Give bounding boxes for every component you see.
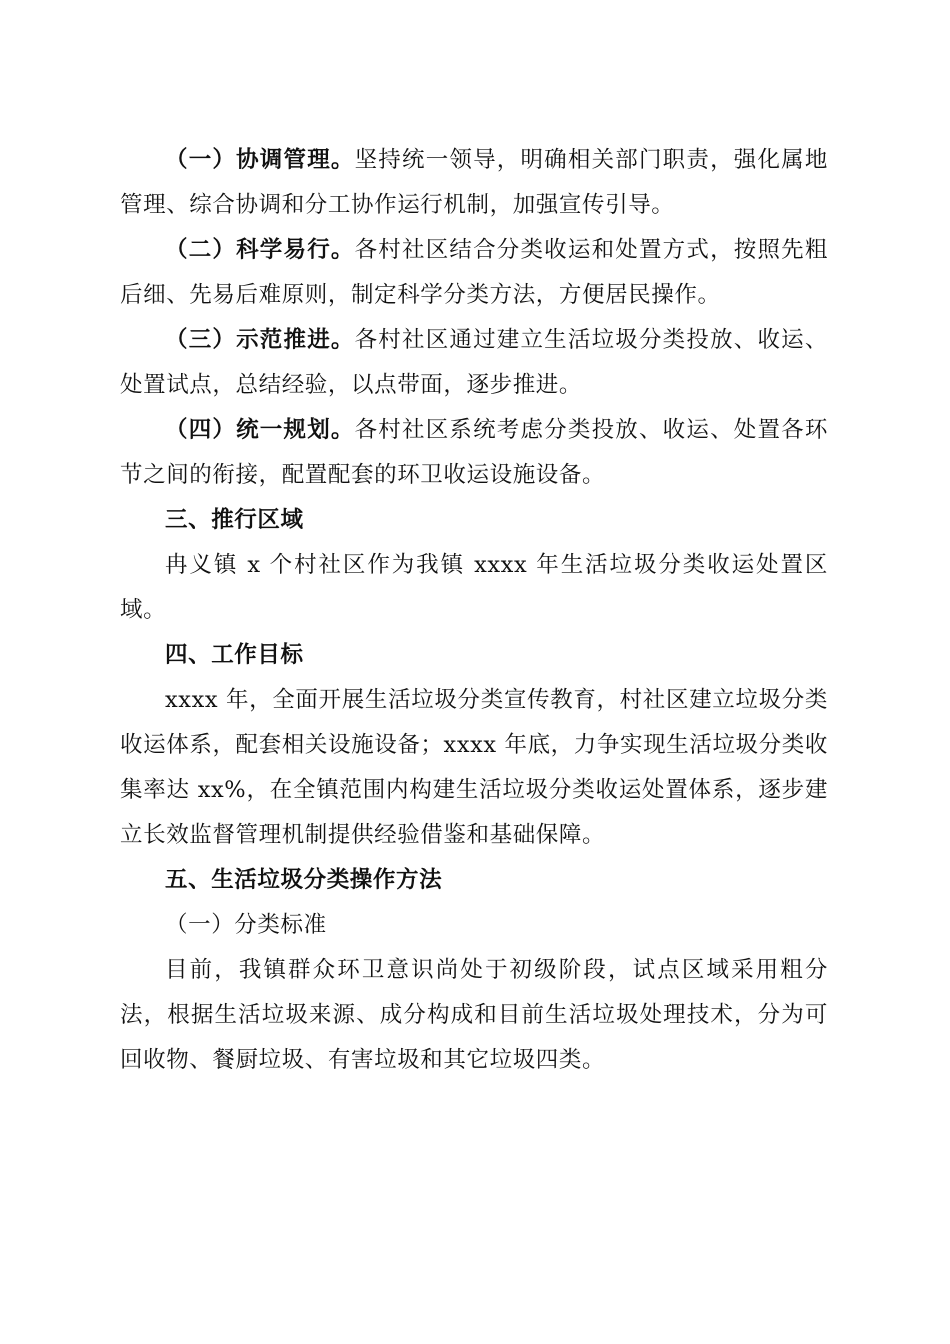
principle-text: 各村社区结合分类收运和处置方式，按照先粗后细、先易后难原则，制定科学分类方法，方便居民操作。 bbox=[120, 237, 828, 308]
principle-paragraph-1 bbox=[120, 138, 828, 228]
principle-text: 各村社区通过建立生活垃圾分类投放、收运、处置试点，总结经验，以点带面，逐步推进。 bbox=[120, 327, 828, 398]
principle-paragraph-4 bbox=[120, 408, 828, 498]
principle-text: 各村社区系统考虑分类投放、收运、处置各环节之间的衔接，配置配套的环卫收运设施设备。 bbox=[120, 417, 828, 488]
section-heading-implementation-area: 三、推行区域 bbox=[165, 507, 304, 533]
principle-text: 坚持统一领导，明确相关部门职责，强化属地管理、综合协调和分工协作运行机制，加强宣传引导。 bbox=[120, 147, 828, 218]
subsection-heading-sorting-standard: （一）分类标准 bbox=[165, 912, 327, 938]
principle-lead: （一）协调管理。 bbox=[165, 147, 355, 173]
principle-lead: （三）示范推进。 bbox=[165, 327, 355, 353]
principle-lead: （二）科学易行。 bbox=[165, 237, 355, 263]
principle-lead: （四）统一规划。 bbox=[165, 417, 355, 443]
section-body-implementation-area: 冉义镇 x 个村社区作为我镇 xxxx 年生活垃圾分类收运处置区域。 bbox=[120, 552, 828, 623]
section-heading-sorting-methods: 五、生活垃圾分类操作方法 bbox=[165, 867, 443, 893]
section-heading-work-goals: 四、工作目标 bbox=[165, 642, 304, 668]
document-page bbox=[120, 138, 828, 1083]
section-body-sorting-standard: 目前，我镇群众环卫意识尚处于初级阶段，试点区域采用粗分法，根据生活垃圾来源、成分构成和目前生活垃圾处理技术，分为可回收物、餐厨垃圾、有害垃圾和其它垃圾四类。 bbox=[120, 957, 828, 1073]
principle-paragraph-2 bbox=[120, 228, 828, 318]
principle-paragraph-3 bbox=[120, 318, 828, 408]
section-body-work-goals: xxxx 年，全面开展生活垃圾分类宣传教育，村社区建立垃圾分类收运体系，配套相关设施设备；xxxx 年底，力争实现生活垃圾分类收集率达 xx%，在全镇范围内构建生活垃圾分类收运处置体系，逐步建立长效监督管理机制提供经验借鉴和基础保障。 bbox=[120, 687, 828, 848]
